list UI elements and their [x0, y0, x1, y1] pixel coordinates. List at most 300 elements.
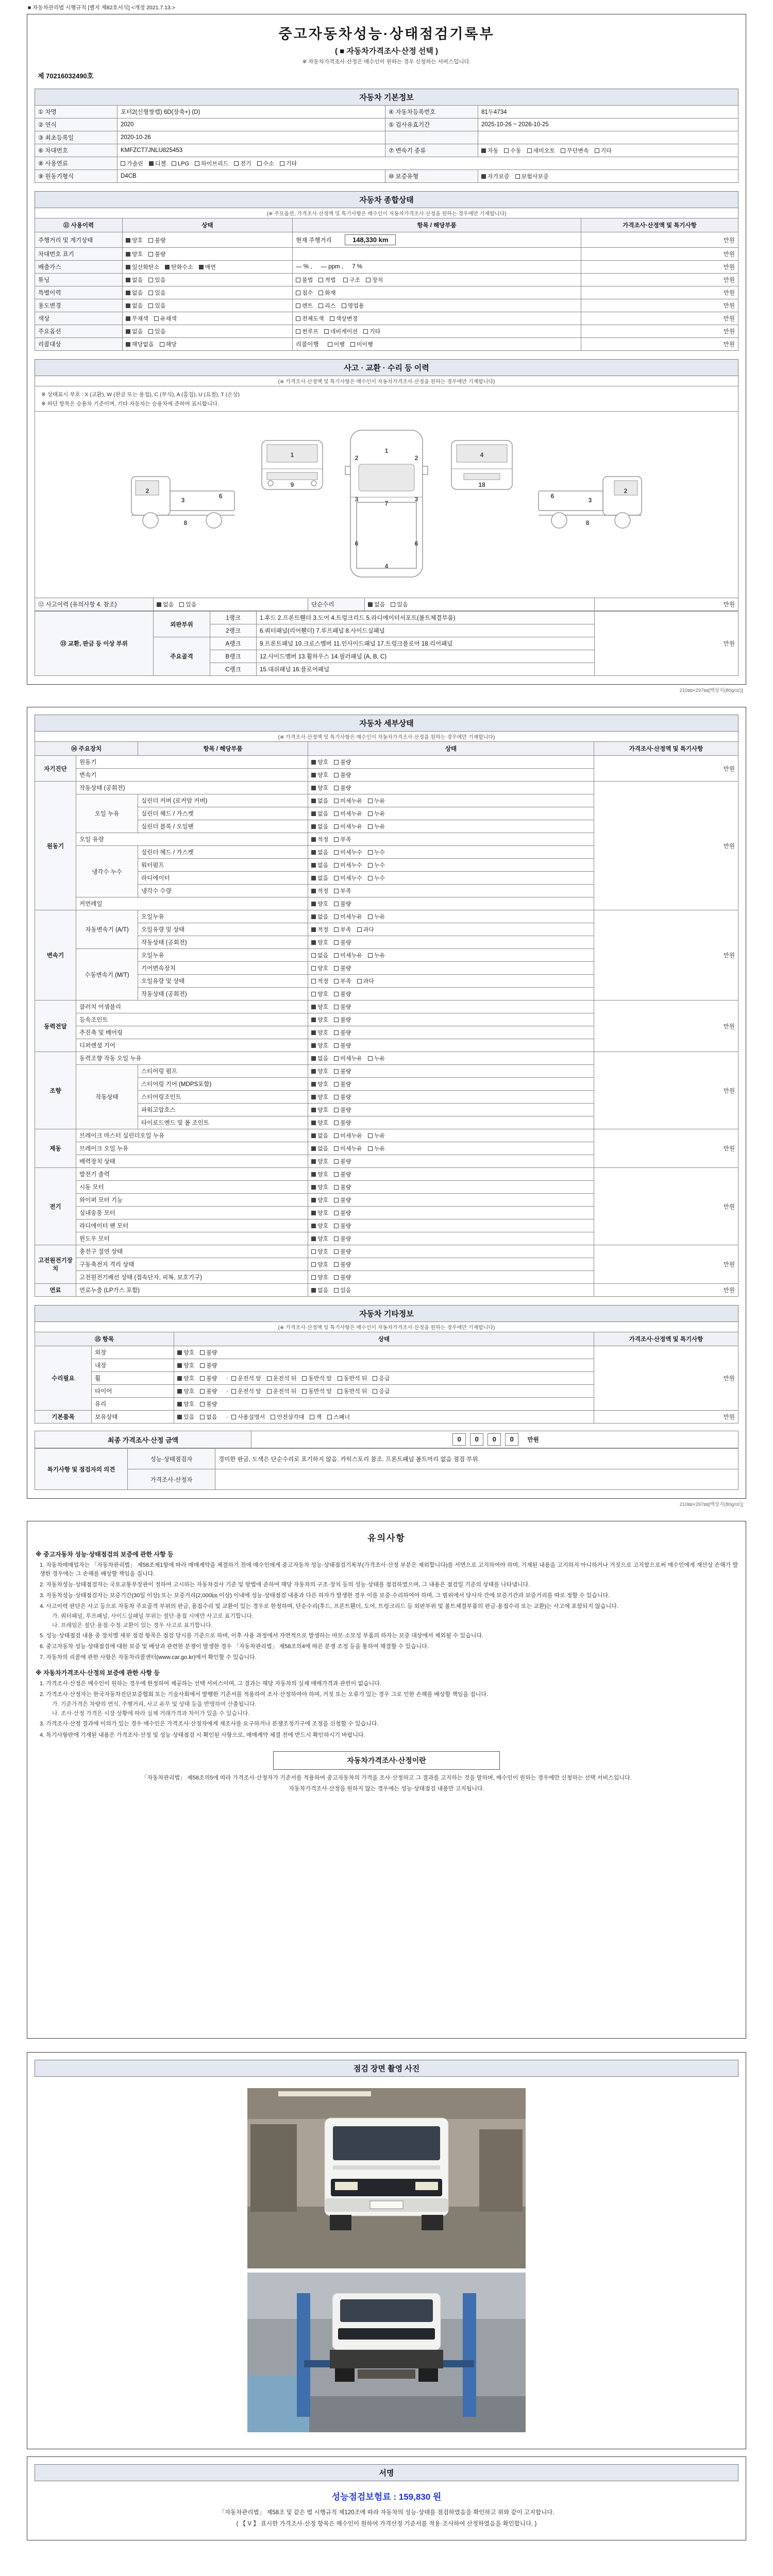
checkbox[interactable] — [334, 889, 339, 893]
checkbox-option[interactable]: 운전석 뒤 — [267, 1388, 297, 1395]
checkbox-option[interactable]: 불량 — [200, 1401, 217, 1408]
checkbox[interactable] — [334, 786, 339, 790]
checkbox-option[interactable]: 없음 — [311, 1056, 328, 1062]
checkbox[interactable] — [334, 863, 339, 868]
checkbox-option[interactable]: 없음 — [311, 798, 328, 804]
checkbox-option[interactable]: 없음 — [311, 862, 328, 869]
checkbox[interactable] — [126, 278, 130, 282]
checkbox-option[interactable]: 불량 — [334, 1275, 351, 1281]
checkbox-option[interactable]: 불량 — [334, 772, 351, 778]
checkbox-option[interactable]: 누수 — [368, 862, 385, 869]
checkbox-option[interactable]: 전기 — [234, 161, 251, 167]
checkbox-option[interactable]: 미세누수 — [334, 875, 362, 882]
checkbox-option[interactable]: 양호 — [311, 1081, 328, 1088]
checkbox[interactable] — [310, 1415, 314, 1419]
checkbox[interactable] — [231, 1389, 236, 1394]
checkbox[interactable] — [334, 1159, 339, 1164]
checkbox[interactable] — [311, 1018, 316, 1022]
checkbox[interactable] — [334, 1146, 339, 1151]
checkbox-option[interactable]: 있음 — [148, 329, 165, 335]
checkbox[interactable] — [334, 1185, 339, 1190]
checkbox[interactable] — [334, 1224, 339, 1228]
checkbox[interactable] — [148, 238, 153, 243]
checkbox-option[interactable]: 불량 — [334, 991, 351, 997]
checkbox-option[interactable]: 무채색 — [126, 316, 148, 322]
checkbox-option[interactable]: 불량 — [200, 1376, 217, 1382]
checkbox-option[interactable]: 없음 — [200, 1414, 217, 1420]
checkbox[interactable] — [200, 1415, 205, 1419]
checkbox[interactable] — [368, 863, 373, 868]
checkbox[interactable] — [334, 992, 339, 996]
checkbox[interactable] — [179, 602, 184, 607]
checkbox[interactable] — [368, 1146, 373, 1151]
checkbox-option[interactable]: 과다 — [357, 927, 374, 933]
checkbox[interactable] — [311, 1146, 316, 1151]
checkbox-option[interactable]: 양호 — [311, 1120, 328, 1126]
checkbox-option[interactable]: 양호 — [177, 1363, 194, 1369]
checkbox[interactable] — [334, 837, 339, 842]
checkbox-option[interactable]: 적정 — [311, 927, 328, 933]
checkbox-option[interactable]: 적정 — [311, 888, 328, 894]
checkbox[interactable] — [327, 1415, 332, 1419]
checkbox[interactable] — [334, 1288, 339, 1293]
checkbox[interactable] — [334, 1030, 339, 1035]
checkbox[interactable] — [334, 1172, 339, 1177]
checkbox-option[interactable]: 없음 — [311, 811, 328, 817]
checkbox-option[interactable]: 없음 — [157, 602, 174, 608]
checkbox-option[interactable]: 양호 — [311, 1159, 328, 1165]
checkbox-option[interactable]: 매연 — [199, 264, 216, 270]
checkbox-option[interactable]: 있음 — [179, 602, 196, 608]
checkbox-option[interactable]: 양호 — [311, 1069, 328, 1075]
checkbox[interactable] — [334, 1056, 339, 1061]
checkbox-option[interactable]: 침수 — [296, 290, 313, 296]
checkbox-option[interactable]: 미이행 — [350, 342, 373, 348]
checkbox[interactable] — [311, 1133, 316, 1138]
checkbox-option[interactable]: 있음 — [148, 290, 165, 296]
checkbox-option[interactable]: 장치 — [366, 277, 383, 283]
checkbox-option[interactable]: 운전석 뒤 — [267, 1376, 297, 1382]
checkbox-option[interactable]: 양호 — [177, 1350, 194, 1356]
checkbox-option[interactable]: 없음 — [126, 290, 143, 296]
checkbox[interactable] — [280, 161, 284, 166]
checkbox-option[interactable]: 색상변경 — [330, 316, 358, 322]
checkbox-option[interactable]: 해당 — [160, 342, 177, 348]
checkbox[interactable] — [311, 1005, 316, 1009]
checkbox[interactable] — [334, 1069, 339, 1074]
checkbox-option[interactable]: 운전석 앞 — [231, 1376, 261, 1382]
checkbox-option[interactable]: LPG — [172, 161, 189, 167]
checkbox-option[interactable]: 불량 — [334, 901, 351, 907]
checkbox[interactable] — [311, 1082, 316, 1087]
checkbox-option[interactable]: 영업용 — [342, 303, 364, 309]
checkbox[interactable] — [157, 602, 161, 607]
checkbox-option[interactable]: 양호 — [311, 785, 328, 791]
checkbox-option[interactable]: 양호 — [311, 1172, 328, 1178]
checkbox[interactable] — [172, 161, 176, 166]
checkbox-option[interactable]: 불량 — [334, 1210, 351, 1216]
checkbox-option[interactable]: 없음 — [368, 602, 385, 608]
checkbox-option[interactable]: 없음 — [311, 875, 328, 882]
checkbox[interactable] — [311, 927, 316, 932]
checkbox[interactable] — [126, 329, 130, 334]
checkbox-option[interactable]: 수소 — [257, 161, 274, 167]
checkbox[interactable] — [311, 1159, 316, 1164]
checkbox-option[interactable]: 화재 — [318, 290, 335, 296]
checkbox-option[interactable]: 미세누유 — [334, 824, 362, 830]
checkbox-option[interactable]: 미세누수 — [334, 862, 362, 869]
checkbox[interactable] — [368, 914, 373, 919]
checkbox[interactable] — [334, 1236, 339, 1241]
checkbox-option[interactable]: 있음 — [391, 602, 408, 608]
checkbox-option[interactable]: 불량 — [334, 1069, 351, 1075]
checkbox[interactable] — [318, 291, 323, 295]
checkbox-option[interactable]: 양호 — [311, 1275, 328, 1281]
checkbox[interactable] — [311, 1030, 316, 1035]
checkbox-option[interactable]: 미세누유 — [334, 1133, 362, 1139]
checkbox-option[interactable]: 탄화수소 — [165, 264, 193, 270]
checkbox-option[interactable]: 일산화탄소 — [126, 264, 159, 270]
checkbox-option[interactable]: 불량 — [334, 940, 351, 946]
checkbox[interactable] — [311, 760, 316, 765]
checkbox-option[interactable]: 보험사보증 — [515, 174, 549, 180]
checkbox[interactable] — [391, 602, 395, 607]
checkbox-option[interactable]: 양호 — [311, 1236, 328, 1242]
checkbox[interactable] — [311, 1043, 316, 1048]
checkbox[interactable] — [318, 303, 323, 308]
checkbox[interactable] — [334, 1133, 339, 1138]
checkbox-option[interactable]: 동반석 앞 — [302, 1388, 332, 1395]
checkbox[interactable] — [311, 1056, 316, 1061]
checkbox[interactable] — [271, 1415, 275, 1419]
checkbox-option[interactable]: 불량 — [334, 1249, 351, 1255]
checkbox[interactable] — [126, 342, 130, 347]
checkbox[interactable] — [311, 1211, 316, 1215]
checkbox-option[interactable]: 없음 — [311, 824, 328, 830]
checkbox[interactable] — [357, 927, 362, 932]
checkbox[interactable] — [311, 876, 316, 880]
checkbox-option[interactable]: 양호 — [311, 1004, 328, 1010]
checkbox-option[interactable]: 부족 — [334, 837, 351, 843]
checkbox[interactable] — [126, 303, 130, 308]
checkbox[interactable] — [334, 914, 339, 919]
checkbox[interactable] — [334, 1018, 339, 1022]
checkbox-option[interactable]: 불량 — [334, 1094, 351, 1100]
checkbox[interactable] — [200, 1363, 205, 1368]
checkbox[interactable] — [373, 1389, 377, 1394]
checkbox-option[interactable]: 가솔린 — [121, 161, 143, 167]
checkbox[interactable] — [296, 291, 300, 295]
checkbox[interactable] — [334, 902, 339, 906]
checkbox-option[interactable]: 불량 — [334, 1197, 351, 1204]
checkbox-option[interactable]: 있음 — [148, 303, 165, 309]
checkbox[interactable] — [334, 799, 339, 803]
checkbox[interactable] — [311, 850, 316, 855]
checkbox-option[interactable]: 없음 — [311, 850, 328, 856]
checkbox-option[interactable]: 없음 — [126, 303, 143, 309]
checkbox[interactable] — [334, 1095, 339, 1099]
checkbox-option[interactable]: 양호 — [311, 1184, 328, 1191]
checkbox[interactable] — [296, 316, 300, 321]
checkbox[interactable] — [350, 342, 355, 347]
checkbox[interactable] — [527, 148, 532, 153]
checkbox-option[interactable]: 이행 — [328, 342, 345, 348]
checkbox[interactable] — [366, 278, 371, 282]
checkbox-option[interactable]: 운전석 앞 — [231, 1388, 261, 1395]
checkbox-option[interactable]: 전체도색 — [296, 316, 324, 322]
checkbox-option[interactable]: 불법 — [296, 277, 313, 283]
checkbox[interactable] — [165, 265, 170, 269]
checkbox-option[interactable]: 양호 — [311, 1223, 328, 1229]
checkbox-option[interactable]: 양호 — [311, 901, 328, 907]
checkbox-option[interactable]: 양호 — [311, 1249, 328, 1255]
checkbox[interactable] — [334, 811, 339, 816]
checkbox-option[interactable]: 부족 — [334, 927, 351, 933]
checkbox-option[interactable]: 네비게이션 — [324, 329, 358, 335]
checkbox[interactable] — [311, 1224, 316, 1228]
checkbox-option[interactable]: 양호 — [126, 238, 143, 244]
checkbox-option[interactable]: 있음 — [334, 1287, 351, 1294]
checkbox-option[interactable]: 누유 — [368, 953, 385, 959]
checkbox-option[interactable]: 불량 — [200, 1350, 217, 1356]
checkbox[interactable] — [311, 889, 316, 893]
checkbox[interactable] — [330, 316, 334, 321]
checkbox-option[interactable]: 양호 — [126, 251, 143, 258]
checkbox[interactable] — [231, 1415, 236, 1419]
checkbox[interactable] — [368, 876, 373, 880]
checkbox[interactable] — [334, 773, 339, 777]
checkbox[interactable] — [311, 1275, 316, 1280]
checkbox-option[interactable]: 미세누유 — [334, 953, 362, 959]
checkbox-option[interactable]: 불량 — [334, 1017, 351, 1023]
checkbox-option[interactable]: 기타 — [363, 329, 380, 335]
checkbox-option[interactable]: 불량 — [334, 759, 351, 766]
checkbox-option[interactable]: 양호 — [311, 1262, 328, 1268]
checkbox[interactable] — [481, 174, 486, 179]
checkbox[interactable] — [154, 316, 159, 321]
checkbox[interactable] — [311, 914, 316, 919]
checkbox-option[interactable]: 없음 — [311, 1146, 328, 1152]
checkbox[interactable] — [311, 811, 316, 816]
checkbox-option[interactable]: 양호 — [311, 940, 328, 946]
checkbox-option[interactable]: 불량 — [334, 1223, 351, 1229]
checkbox-option[interactable]: 자가보증 — [481, 174, 510, 180]
checkbox[interactable] — [148, 303, 153, 308]
checkbox-option[interactable]: 잭 — [310, 1414, 322, 1420]
checkbox-option[interactable]: 썬루프 — [296, 329, 318, 335]
checkbox[interactable] — [334, 760, 339, 765]
checkbox-option[interactable]: 불량 — [334, 1184, 351, 1191]
checkbox[interactable] — [231, 1376, 236, 1381]
checkbox-option[interactable]: 사용설명서 — [231, 1414, 265, 1420]
checkbox[interactable] — [324, 329, 329, 334]
checkbox[interactable] — [311, 953, 316, 958]
checkbox[interactable] — [200, 1350, 205, 1355]
checkbox[interactable] — [200, 1402, 205, 1406]
checkbox[interactable] — [368, 953, 373, 958]
checkbox-option[interactable]: 동반석 뒤 — [338, 1388, 367, 1395]
checkbox[interactable] — [334, 1005, 339, 1009]
checkbox-option[interactable]: 양호 — [311, 1197, 328, 1204]
checkbox[interactable] — [234, 161, 239, 166]
checkbox[interactable] — [126, 291, 130, 295]
checkbox-option[interactable]: 양호 — [177, 1376, 194, 1382]
checkbox[interactable] — [296, 303, 300, 308]
checkbox-option[interactable]: 없음 — [126, 277, 143, 283]
checkbox-option[interactable]: 양호 — [177, 1388, 194, 1395]
checkbox[interactable] — [481, 148, 486, 153]
checkbox[interactable] — [121, 161, 125, 166]
checkbox[interactable] — [368, 1133, 373, 1138]
checkbox-option[interactable]: 렌트 — [296, 303, 313, 309]
checkbox[interactable] — [302, 1389, 307, 1394]
checkbox-option[interactable]: 양호 — [311, 1017, 328, 1023]
checkbox-option[interactable]: 누유 — [368, 811, 385, 817]
checkbox[interactable] — [177, 1389, 182, 1394]
checkbox-option[interactable]: 동반석 앞 — [302, 1376, 332, 1382]
checkbox-option[interactable]: 스패너 — [327, 1414, 350, 1420]
checkbox-option[interactable]: 무단변속 — [561, 148, 589, 154]
checkbox-option[interactable]: 양호 — [311, 991, 328, 997]
checkbox[interactable] — [334, 1249, 339, 1254]
checkbox-option[interactable]: 양호 — [311, 965, 328, 972]
checkbox-option[interactable]: 응급 — [373, 1376, 390, 1382]
checkbox-option[interactable]: 미세누유 — [334, 1146, 362, 1152]
checkbox[interactable] — [160, 342, 164, 347]
checkbox-option[interactable]: 불량 — [334, 1172, 351, 1178]
checkbox[interactable] — [595, 148, 599, 153]
checkbox-option[interactable]: 과다 — [357, 978, 374, 985]
checkbox[interactable] — [126, 316, 130, 321]
checkbox[interactable] — [334, 824, 339, 829]
checkbox-option[interactable]: 누유 — [368, 1146, 385, 1152]
checkbox[interactable] — [357, 979, 362, 984]
checkbox-option[interactable]: 양호 — [311, 1043, 328, 1049]
checkbox-option[interactable]: 불량 — [334, 1262, 351, 1268]
checkbox-option[interactable]: 불량 — [200, 1388, 217, 1395]
checkbox-option[interactable]: 없음 — [311, 914, 328, 920]
checkbox[interactable] — [334, 1121, 339, 1125]
checkbox-option[interactable]: 불량 — [334, 1159, 351, 1165]
checkbox[interactable] — [334, 1082, 339, 1087]
checkbox[interactable] — [504, 148, 509, 153]
checkbox-option[interactable]: 부족 — [334, 888, 351, 894]
checkbox-option[interactable]: 자동 — [481, 148, 498, 154]
checkbox-option[interactable]: 해당없음 — [126, 342, 154, 348]
checkbox-option[interactable]: 동반석 뒤 — [338, 1376, 367, 1382]
checkbox-option[interactable]: 불량 — [334, 785, 351, 791]
checkbox[interactable] — [363, 329, 368, 334]
checkbox[interactable] — [311, 837, 316, 842]
checkbox-option[interactable]: 유채색 — [154, 316, 177, 322]
checkbox-option[interactable]: 불량 — [334, 1004, 351, 1010]
checkbox[interactable] — [334, 1108, 339, 1112]
checkbox[interactable] — [311, 1236, 316, 1241]
checkbox-option[interactable]: 있음 — [148, 277, 165, 283]
checkbox-option[interactable]: 불량 — [334, 1030, 351, 1036]
checkbox-option[interactable]: 누수 — [368, 875, 385, 882]
checkbox[interactable] — [368, 602, 373, 607]
checkbox[interactable] — [328, 342, 332, 347]
checkbox[interactable] — [311, 1121, 316, 1125]
checkbox-option[interactable]: 적정 — [311, 837, 328, 843]
checkbox-option[interactable]: 불량 — [334, 1120, 351, 1126]
checkbox[interactable] — [148, 252, 153, 257]
checkbox[interactable] — [177, 1363, 182, 1368]
checkbox-option[interactable]: 구조 — [343, 277, 360, 283]
checkbox-option[interactable]: 양호 — [311, 1030, 328, 1036]
checkbox[interactable] — [126, 265, 130, 269]
checkbox[interactable] — [148, 278, 153, 282]
checkbox-option[interactable]: 적정 — [311, 978, 328, 985]
checkbox[interactable] — [368, 850, 373, 855]
checkbox[interactable] — [334, 1275, 339, 1280]
checkbox[interactable] — [311, 902, 316, 906]
checkbox[interactable] — [334, 940, 339, 945]
checkbox-option[interactable]: 양호 — [177, 1401, 194, 1408]
checkbox-option[interactable]: 미세누수 — [334, 850, 362, 856]
checkbox-option[interactable]: 미세누유 — [334, 1056, 362, 1062]
checkbox-option[interactable]: 누유 — [368, 824, 385, 830]
checkbox[interactable] — [257, 161, 262, 166]
checkbox[interactable] — [342, 303, 346, 308]
checkbox[interactable] — [148, 329, 153, 334]
checkbox-option[interactable]: 양호 — [311, 1107, 328, 1113]
checkbox[interactable] — [334, 850, 339, 855]
checkbox[interactable] — [334, 953, 339, 958]
checkbox-option[interactable]: 안전삼각대 — [271, 1414, 304, 1420]
checkbox[interactable] — [296, 278, 300, 282]
checkbox[interactable] — [311, 940, 316, 945]
checkbox-option[interactable]: 기타 — [595, 148, 612, 154]
checkbox[interactable] — [195, 161, 199, 166]
checkbox[interactable] — [338, 1376, 342, 1381]
checkbox[interactable] — [311, 1095, 316, 1099]
checkbox[interactable] — [296, 329, 300, 334]
checkbox[interactable] — [177, 1350, 182, 1355]
checkbox-option[interactable]: 없음 — [126, 329, 143, 335]
checkbox[interactable] — [311, 773, 316, 777]
checkbox[interactable] — [368, 1056, 373, 1061]
checkbox[interactable] — [311, 1262, 316, 1267]
checkbox-option[interactable]: 적법 — [318, 277, 335, 283]
checkbox-option[interactable]: 누수 — [368, 850, 385, 856]
checkbox[interactable] — [311, 1198, 316, 1202]
checkbox-option[interactable]: 없음 — [311, 1133, 328, 1139]
checkbox[interactable] — [126, 252, 130, 257]
checkbox[interactable] — [334, 979, 339, 984]
checkbox[interactable] — [200, 1376, 205, 1381]
checkbox[interactable] — [368, 811, 373, 816]
checkbox-option[interactable]: 세미오토 — [527, 148, 556, 154]
checkbox[interactable] — [334, 927, 339, 932]
checkbox[interactable] — [267, 1389, 272, 1394]
checkbox[interactable] — [334, 1043, 339, 1048]
checkbox[interactable] — [177, 1376, 182, 1381]
checkbox[interactable] — [199, 265, 204, 269]
checkbox[interactable] — [334, 876, 339, 880]
checkbox[interactable] — [334, 1262, 339, 1267]
checkbox-option[interactable]: 미세누유 — [334, 798, 362, 804]
checkbox-option[interactable]: 하이브리드 — [195, 161, 228, 167]
checkbox-option[interactable]: 리스 — [318, 303, 335, 309]
checkbox[interactable] — [311, 992, 316, 996]
checkbox-option[interactable]: 미세누유 — [334, 914, 362, 920]
checkbox[interactable] — [311, 1069, 316, 1074]
checkbox-option[interactable]: 양호 — [311, 1210, 328, 1216]
checkbox[interactable] — [343, 278, 348, 282]
checkbox[interactable] — [311, 966, 316, 971]
